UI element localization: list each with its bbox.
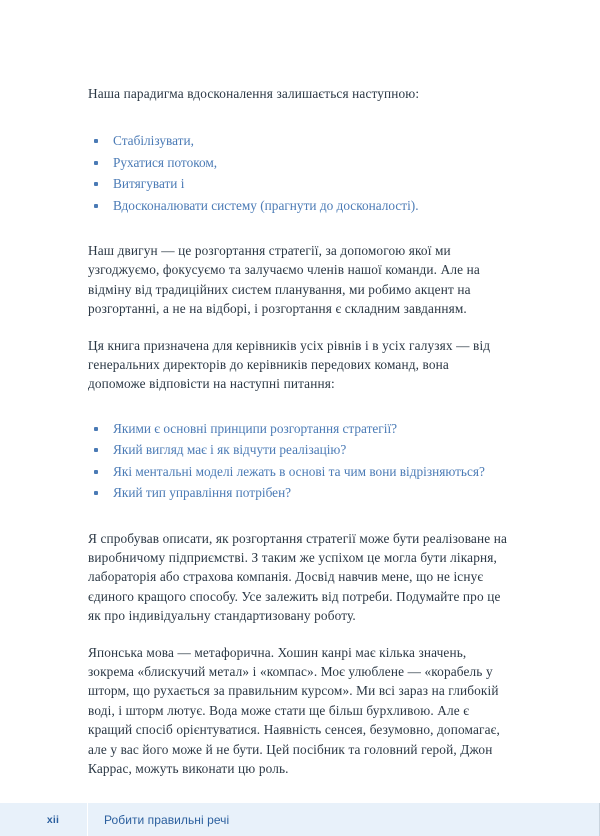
experience-paragraph: Я спробував описати, як розгортання стратегії може бути реалізоване на виробничому підприємстві. З таким же успіхом це могла бути лікарня, лабораторія або страхова компанія. Досвід навчив мене, що не існує єдиного кращого способу. Усе залежить від потреби. Подумайте про це як про індивідуальну стандартизовану роботу. bbox=[88, 530, 507, 624]
list-item bbox=[94, 419, 508, 438]
audience-paragraph: Ця книга призначена для керівників усіх рівнів і в усіх галузях — від генеральних директорів до керівників передових команд, вона допоможе відповісти на наступні питання: bbox=[88, 337, 491, 392]
footer-inner bbox=[0, 803, 600, 836]
questions-bottom-spacer bbox=[88, 520, 508, 529]
paradigm-list bbox=[88, 131, 508, 215]
list-item-label: Який тип управління потрібен? bbox=[113, 485, 292, 501]
questions-list bbox=[88, 419, 508, 503]
list-top-spacer bbox=[88, 120, 508, 131]
list-item bbox=[94, 196, 508, 215]
page-footer bbox=[0, 803, 600, 836]
list-item bbox=[94, 483, 508, 502]
list-item-label: Якими є основні принципи розгортання стратегії? bbox=[113, 420, 398, 436]
page-content bbox=[88, 84, 508, 795]
bullet-icon bbox=[94, 182, 98, 186]
footer-chapter-title: Робити правильні речі bbox=[104, 812, 230, 827]
bullet-icon bbox=[94, 204, 98, 208]
list-item-label: Вдосконалювати систему (прагнути до досконалості). bbox=[113, 197, 419, 213]
bullet-icon bbox=[94, 448, 98, 452]
bullet-icon bbox=[94, 470, 98, 474]
list-item bbox=[94, 153, 508, 172]
list-item-label: Які ментальні моделі лежать в основі та чим вони відрізняються? bbox=[113, 463, 485, 479]
questions-top-spacer bbox=[88, 408, 508, 419]
engine-paragraph: Наш двигун — це розгортання стратегії, за допомогою якої ми узгоджуємо, фокусуємо та залучаємо членів нашої команди. Але на відміну від традиційних систем планування, ми робимо акцент на розгортанні, а не на відборі, і розгортання є складним завданням. bbox=[88, 243, 480, 317]
list-item-label: Витягувати і bbox=[113, 176, 185, 192]
bullet-icon bbox=[94, 161, 98, 165]
intro-paragraph: Наша парадигма вдосконалення залишається наступною: bbox=[88, 86, 420, 101]
list-item bbox=[94, 440, 508, 459]
bullet-icon bbox=[94, 427, 98, 431]
bullet-icon bbox=[94, 491, 98, 495]
list-bottom-spacer bbox=[88, 232, 508, 241]
footer-page-number: xii bbox=[46, 813, 60, 826]
metaphor-paragraph: Японська мова — метафорична. Хошин канрі має кілька значень, зокрема «блискучий метал» і «компас». Моє улюблене — «корабель у шторм, що рухається за правильним курсом». Ми всі зараз на глибокій воді, і шторм лютує. Вода може стати ще більш бурхливою. Але є кращий спосіб орієнтуватися. Наявність сенсея, безумовно, допомагає, але у вас його може й не бути. Цей посібник та головний герой, Джон Каррас, можуть виконати цю роль. bbox=[88, 644, 500, 776]
list-item bbox=[94, 462, 508, 481]
list-item-label: Рухатися потоком, bbox=[113, 154, 218, 170]
list-item-label: Стабілізувати, bbox=[113, 133, 194, 149]
footer-divider bbox=[87, 803, 88, 836]
list-item-label: Який вигляд має і як відчути реалізацію? bbox=[113, 442, 347, 458]
list-item bbox=[94, 131, 508, 150]
list-item bbox=[94, 174, 508, 193]
bullet-icon bbox=[94, 139, 98, 143]
